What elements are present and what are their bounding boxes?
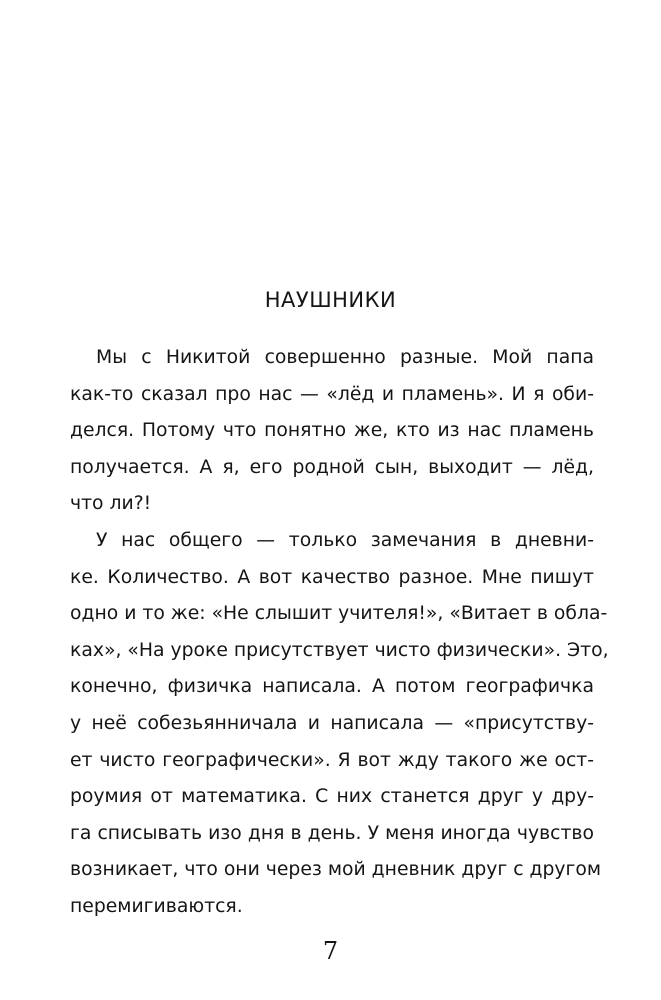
text-line: конечно, физичка написала. А потом географичка	[70, 676, 594, 698]
text-line: как-то сказал про нас — «лёд и пламень». И я оби-	[70, 383, 594, 405]
text-line: у неё собезьянничала и написала — «присутству-	[70, 712, 594, 734]
body-text	[70, 340, 609, 926]
text-line: ет чисто географически». Я вот жду такого же ост-	[70, 749, 594, 771]
text-line: У нас общего — только замечания в дневни-	[96, 529, 594, 551]
text-line: ке. Количество. А вот качество разное. Мне пишут	[70, 566, 594, 588]
text-line: ках», «На уроке присутствует чисто физически». Это,	[70, 639, 609, 661]
text-line: га списывать изо дня в день. У меня иногда чувство	[70, 822, 594, 844]
text-line: роумия от математика. С них станется друг у дру-	[70, 786, 594, 808]
chapter-title: НАУШНИКИ	[264, 288, 397, 312]
text-line: Мы с Никитой совершенно разные. Мой папа	[96, 347, 594, 368]
text-line: возникает, что они через мой дневник друг с другом	[70, 859, 602, 881]
page-number: 7	[322, 937, 339, 965]
text-line: что ли?!	[70, 493, 152, 515]
text-line: перемигиваются.	[70, 895, 243, 917]
text-line: получается. А я, его родной сын, выходит — лёд,	[70, 456, 594, 478]
text-line: делся. Потому что понятно же, кто из нас пламень	[70, 420, 594, 442]
text-line: одно и то же: «Не слышит учителя!», «Витает в обла-	[70, 603, 608, 625]
